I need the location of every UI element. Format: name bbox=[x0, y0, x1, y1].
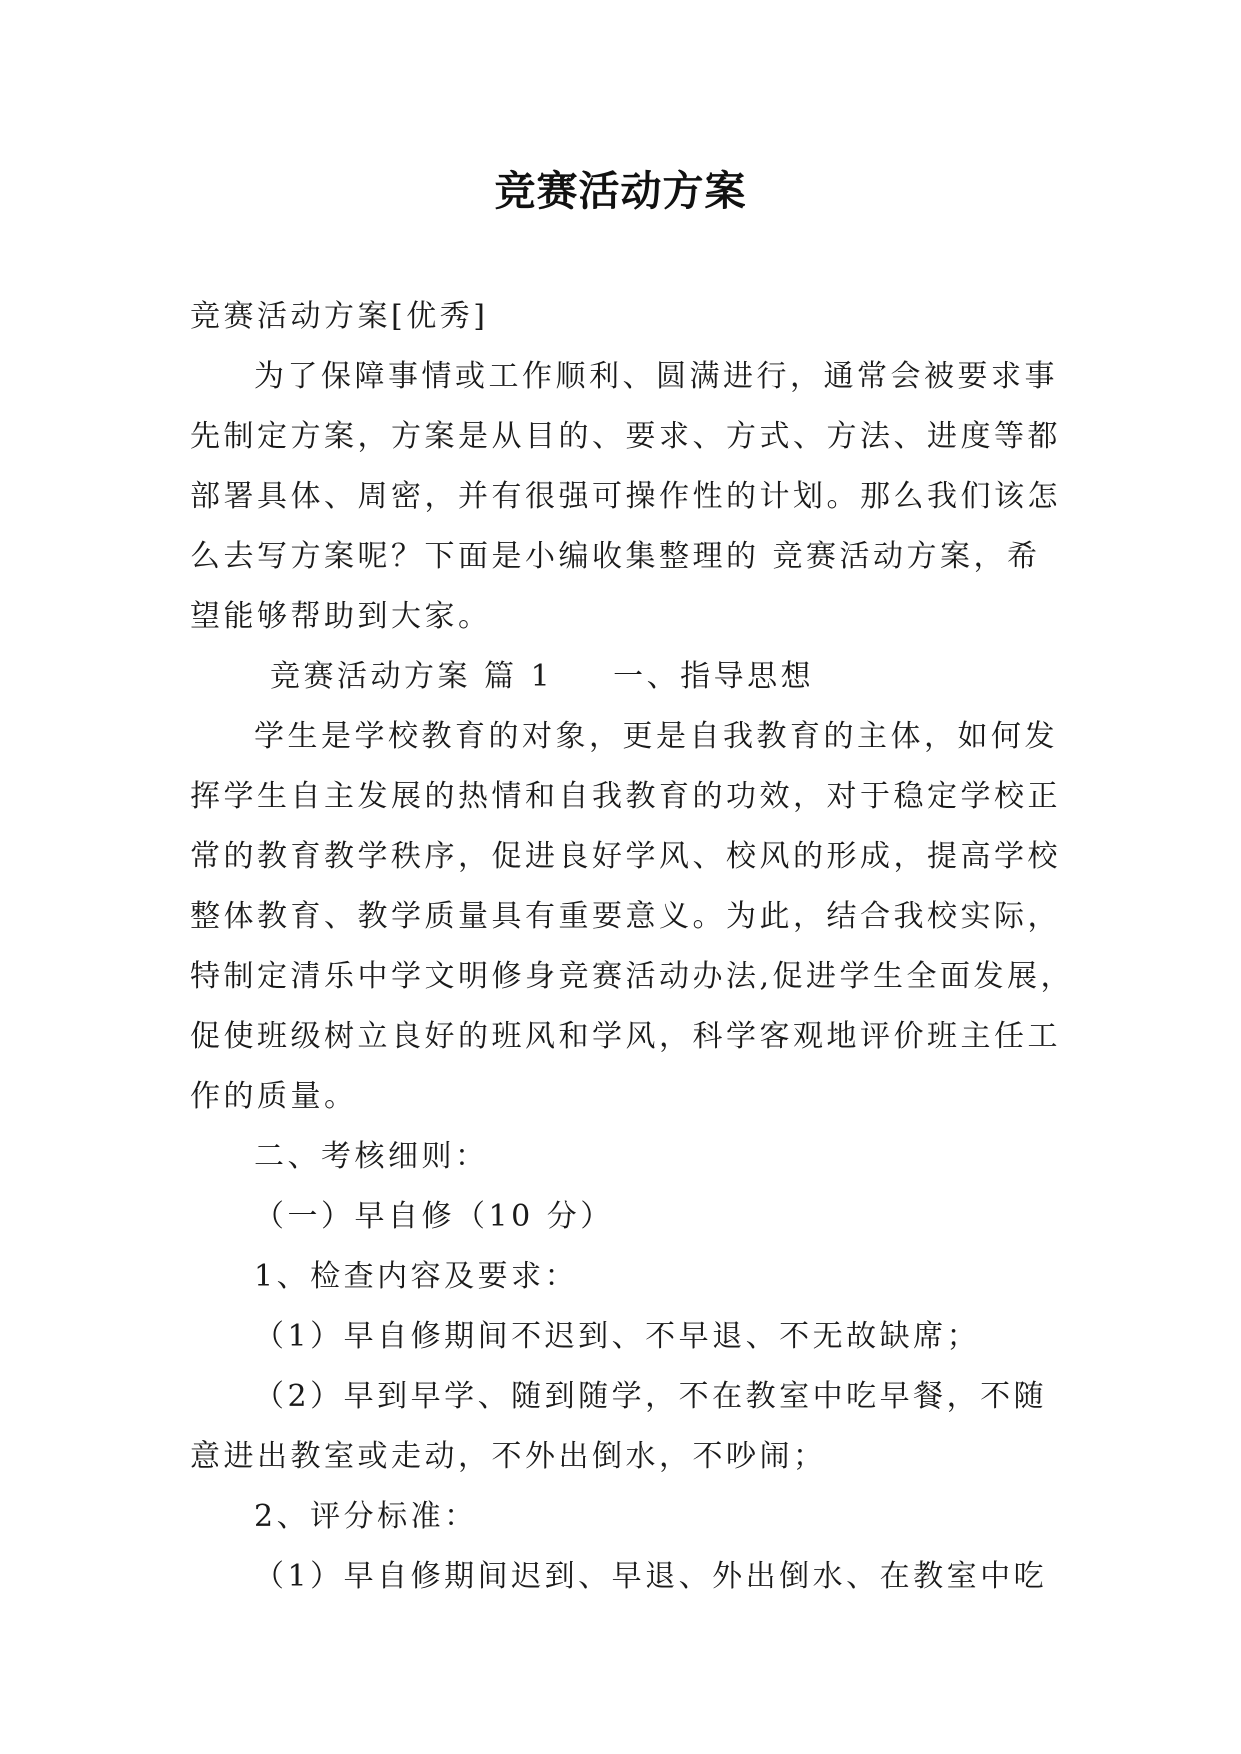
paragraph-line: 挥学生自主发展的热情和自我教育的功效，对于稳定学校正 bbox=[190, 779, 1061, 814]
paragraph-line: 作的质量。 bbox=[190, 1079, 358, 1114]
section-heading: 竞赛活动方案 篇 1 bbox=[270, 659, 554, 694]
section-heading-line bbox=[190, 647, 1070, 707]
paragraph-line: 么去写方案呢？下面是小编收集整理的 竞赛活动方案，希 bbox=[190, 539, 1041, 574]
subtitle-line: 竞赛活动方案[优秀] bbox=[190, 299, 489, 334]
subsection-heading: （一）早自修（10 分） bbox=[254, 1199, 614, 1234]
list-item: （1）早自修期间不迟到、不早退、不无故缺席； bbox=[254, 1319, 981, 1354]
list-item-continued: 意进出教室或走动，不外出倒水，不吵闹； bbox=[190, 1439, 827, 1474]
paragraph-line: 整体教育、教学质量具有重要意义。为此，结合我校实际， bbox=[190, 899, 1061, 934]
item-heading: 2、评分标准： bbox=[254, 1499, 478, 1534]
paragraph-line: 部署具体、周密，并有很强可操作性的计划。那么我们该怎 bbox=[190, 479, 1061, 514]
paragraph-line: 促使班级树立良好的班风和学风，科学客观地评价班主任工 bbox=[190, 1019, 1061, 1054]
paragraph-line: 先制定方案，方案是从目的、要求、方式、方法、进度等都 bbox=[190, 419, 1061, 454]
list-item: （2）早到早学、随到随学，不在教室中吃早餐，不随 bbox=[254, 1379, 1048, 1414]
item-heading: 1、检查内容及要求： bbox=[254, 1259, 579, 1294]
document-body bbox=[190, 287, 1075, 1607]
paragraph-line: 学生是学校教育的对象，更是自我教育的主体，如何发 bbox=[254, 719, 1058, 754]
section-heading: 二、考核细则： bbox=[254, 1139, 489, 1174]
paragraph-line: 常的教育教学秩序，促进良好学风、校风的形成，提高学校 bbox=[190, 839, 1061, 874]
paragraph-line: 望能够帮助到大家。 bbox=[190, 599, 492, 634]
paragraph-line: 特制定清乐中学文明修身竞赛活动办法,促进学生全面发展， bbox=[190, 959, 1075, 994]
section-subheading: 一、指导思想 bbox=[613, 659, 815, 694]
paragraph-line: 为了保障事情或工作顺利、圆满进行，通常会被要求事 bbox=[254, 359, 1058, 394]
list-item: （1）早自修期间迟到、早退、外出倒水、在教室中吃 bbox=[254, 1559, 1048, 1594]
document-title: 竞赛活动方案 bbox=[494, 167, 747, 215]
